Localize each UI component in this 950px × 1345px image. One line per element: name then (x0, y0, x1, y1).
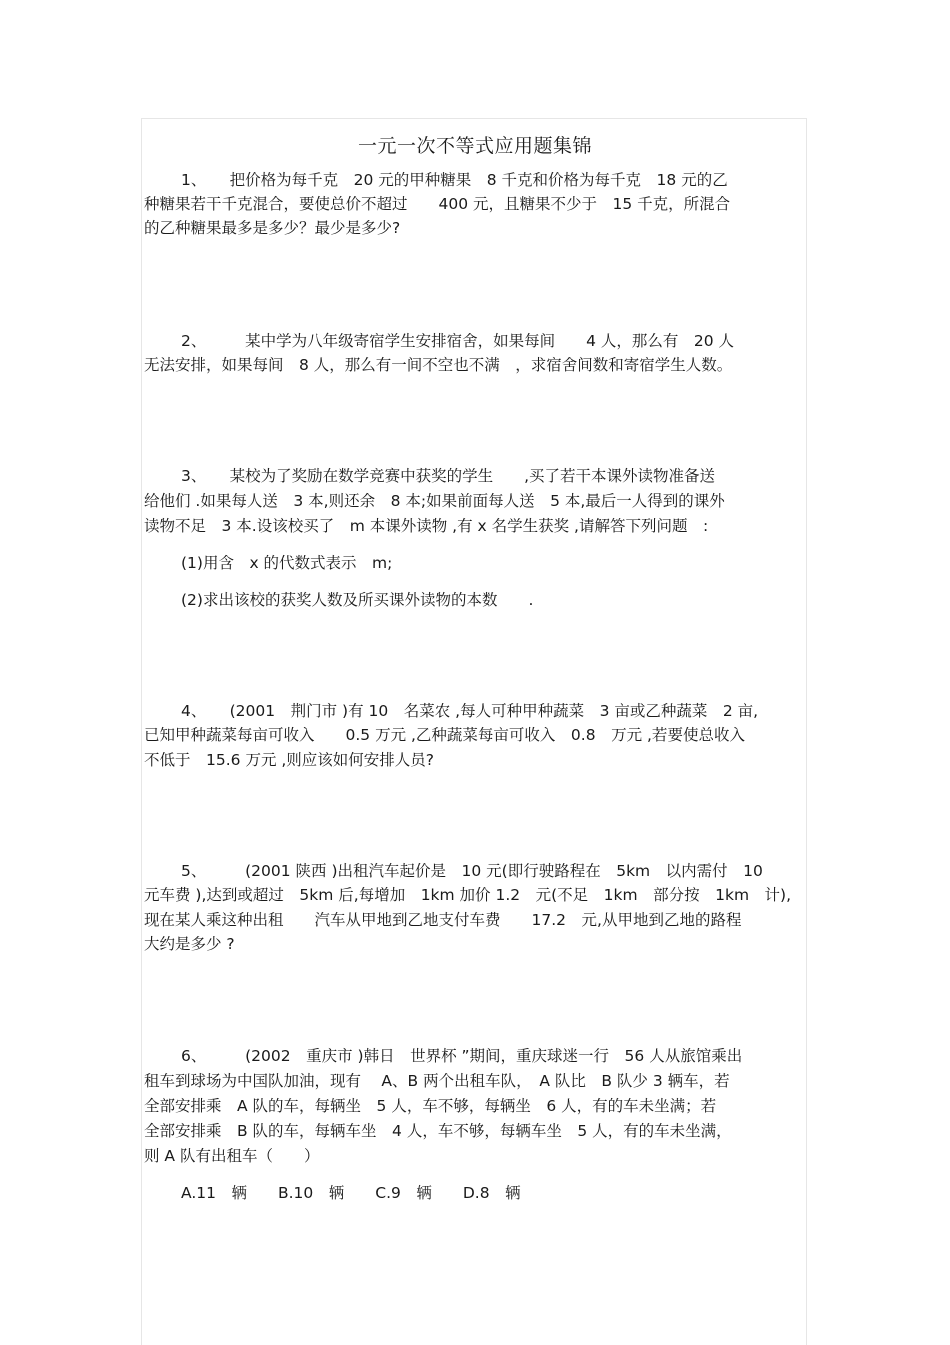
problem-6-line-1: 6、 (2002 重庆市 )韩日 世界杯 ”期间，重庆球迷一行 56 人从旅馆乘出 (181, 1047, 743, 1065)
problem-5-line-2: 元车费 ),达到或超过 5km 后,每增加 1km 加价 1.2 元(不足 1km 部分按 1km 计), (144, 886, 792, 904)
problem-5-line-3: 现在某人乘这种出租 汽车从甲地到乙地支付车费 17.2 元,从甲地到乙地的路程 (144, 911, 742, 929)
problem-1-line-1: 1、 把价格为每千克 20 元的甲种糖果 8 千克和价格为每千克 18 元的乙 (181, 171, 728, 189)
problem-6-line-3: 全部安排乘 A 队的车，每辆坐 5 人，车不够，每辆坐 6 人，有的车未坐满；若 (144, 1097, 717, 1115)
problem-6-line-2: 租车到球场为中国队加油，现有 A、B 两个出租车队， A 队比 B 队少 3 辆车，若 (144, 1072, 730, 1090)
problem-6-options: A.11 辆 B.10 辆 C.9 辆 D.8 辆 (181, 1184, 521, 1202)
problem-3-sub-item-1: (1)用含 x 的代数式表示 m; (181, 554, 393, 572)
problem-4-line-1: 4、 (2001 荆门市 )有 10 名菜农 ,每人可种甲种蔬菜 3 亩或乙种蔬菜 2 亩, (181, 702, 759, 720)
problem-5-line-1: 5、 (2001 陕西 )出租汽车起价是 10 元(即行驶路程在 5km 以内需付 10 (181, 862, 763, 880)
problem-2-line-2: 无法安排，如果每间 8 人，那么有一间不空也不满 ，求宿舍间数和寄宿学生人数。 (144, 356, 733, 374)
problem-1-line-2: 种糖果若干千克混合，要使总价不超过 400 元，且糖果不少于 15 千克，所混合 (144, 195, 731, 213)
problem-6-line-5: 则 A 队有出租车（ ） (144, 1147, 320, 1165)
problem-3-sub-item-2: (2)求出该校的获奖人数及所买课外读物的本数 . (181, 591, 534, 609)
problem-2-line-1: 2、 某中学为八年级寄宿学生安排宿舍，如果每间 4 人，那么有 20 人 (181, 332, 735, 350)
problem-3-line-3: 读物不足 3 本.设该校买了 m 本课外读物 ,有 x 名学生获奖 ,请解答下列问题 : (144, 517, 709, 535)
problem-3-line-2: 给他们 .如果每人送 3 本,则还余 8 本;如果前面每人送 5 本,最后一人得到的课外 (144, 492, 725, 510)
problem-5-line-4: 大约是多少 ? (144, 935, 235, 953)
problem-4-line-3: 不低于 15.6 万元 ,则应该如何安排人员? (144, 751, 435, 769)
problem-3-line-1: 3、 某校为了奖励在数学竞赛中获奖的学生 ,买了若干本课外读物准备送 (181, 467, 716, 485)
problem-6-line-4: 全部安排乘 B 队的车，每辆车坐 4 人，车不够，每辆车坐 5 人，有的车未坐满， (144, 1122, 732, 1140)
document-title: 一元一次不等式应用题集锦 (357, 135, 592, 157)
problem-4-line-2: 已知甲种蔬菜每亩可收入 0.5 万元 ,乙种蔬菜每亩可收入 0.8 万元 ,若要使总收入 (144, 726, 745, 744)
problem-1-line-3: 的乙种糖果最多是多少？最少是多少? (144, 219, 401, 237)
